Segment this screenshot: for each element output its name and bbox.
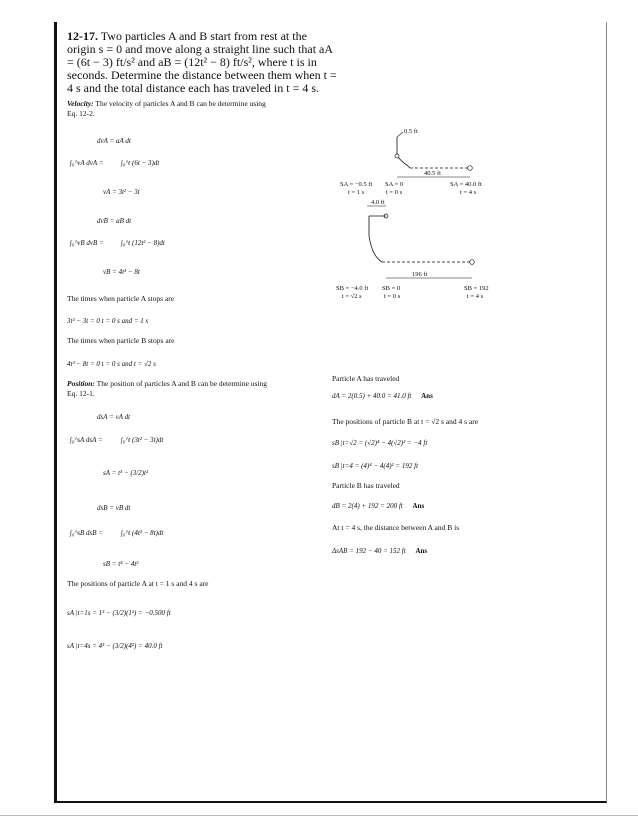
velocity-intro-text: The velocity of particles A and B can be determine using bbox=[95, 99, 266, 108]
traveledA-text: Particle A has traveled bbox=[332, 374, 400, 383]
dA-eq bbox=[332, 393, 433, 400]
page-border bbox=[54, 22, 607, 803]
ans-label-dist: Ans bbox=[415, 547, 428, 555]
dB-eq bbox=[332, 503, 424, 510]
position-intro-text: The position of particles A and B can be determine using bbox=[96, 379, 268, 388]
diagram-a-turn-point bbox=[395, 154, 399, 158]
posB-t1: sB |t=√2 = (√2)⁴ − 4(√2)² = −4 ft bbox=[332, 439, 428, 447]
eq-sB: sB = t⁴ − 4t² bbox=[103, 560, 139, 568]
dist-text: At t = 4 s, the distance between A and B is bbox=[332, 523, 460, 532]
eq-dsB: dsB = vB dt bbox=[97, 504, 131, 512]
problem-text: Two particles A and B start from rest at the origin s = 0 and move along a straight line such that aA = (6t − 3) ft/s² and aB = (12t² − 8) ft/s², where t is in seconds. Determine the distance between them when t = 4 s and the total distance each has traveled in t = 4 s. bbox=[67, 29, 337, 95]
diagram-a-path-curve bbox=[397, 150, 410, 168]
diagram-a-end-point bbox=[468, 166, 473, 171]
eq-intB-rhs: ∫₀^t (12t² − 8)dt bbox=[121, 239, 165, 247]
eq-vA: vA = 3t² − 3t bbox=[103, 188, 140, 196]
eq-sA: sA = t³ − (3/2)t² bbox=[103, 469, 149, 477]
diagram-particle-b bbox=[334, 196, 504, 302]
eq-vB: vB = 4t³ − 8t bbox=[103, 268, 140, 276]
stopB-eq: 4t³ − 8t = 0 t = 0 s and t = √2 s bbox=[67, 360, 156, 368]
velocity-heading: Velocity: bbox=[67, 99, 94, 108]
scan-edge-line bbox=[0, 815, 638, 816]
problem-number: 12-17. bbox=[67, 29, 98, 43]
diagram-b-path-curve bbox=[369, 216, 382, 262]
stopB-text: The times when particle B stops are bbox=[67, 336, 175, 345]
diagram-b-mid-label: 196 ft bbox=[412, 271, 428, 278]
stopA-text: The times when particle A stops are bbox=[67, 294, 175, 303]
posA-text: The positions of particle A at t = 1 s and 4 s are bbox=[67, 579, 209, 588]
posB-text: The positions of particle B at t = √2 s and 4 s are bbox=[332, 417, 479, 426]
dist-value: ΔsAB = 192 − 40 = 152 ft bbox=[332, 547, 406, 555]
diagram-a-mid-label: 40.5 ft bbox=[424, 170, 441, 177]
diagram-b-time-2: t = 0 s bbox=[384, 293, 401, 300]
eq-intsA-rhs: ∫₀^t (3t² − 3t)dt bbox=[121, 436, 164, 444]
dist-eq bbox=[332, 548, 427, 555]
eq-intsB-rhs: ∫₀^t (4t³ − 8t)dt bbox=[121, 529, 164, 537]
ans-label-b: Ans bbox=[412, 502, 425, 510]
posB-t4: sB |t=4 = (4)⁴ − 4(4)² = 192 ft bbox=[332, 462, 419, 470]
eq-intsB-lhs: ∫₀^sB dsB = bbox=[70, 529, 104, 537]
dA-value: dA = 2(0.5) + 40.0 = 41.0 ft bbox=[332, 392, 412, 400]
traveledB-text: Particle B has traveled bbox=[332, 481, 400, 490]
diagram-a-time-3: t = 4 s bbox=[460, 189, 477, 196]
posA-t1: sA |t=1s = 1³ − (3/2)(1²) = −0.500 ft bbox=[67, 609, 171, 617]
eq-intB-lhs: ∫₀^vB dvB = bbox=[70, 239, 104, 247]
diagram-b-label-2: SB = 0 bbox=[382, 285, 401, 292]
eq-intA-rhs: ∫₀^t (6t − 3)dt bbox=[121, 159, 160, 167]
diagram-a-label-1: SA = −0.5 ft bbox=[340, 181, 373, 188]
diagram-a-label-2: SA = 0 bbox=[385, 181, 404, 188]
diagram-b-label-1: SB = −4.0 ft bbox=[336, 285, 369, 292]
diagram-b-end-point bbox=[470, 260, 475, 265]
eq-intsA-lhs: ∫₀^sA dsA = bbox=[70, 436, 103, 444]
velocity-intro bbox=[67, 100, 266, 108]
diagram-a-time-1: t = 1 s bbox=[348, 189, 365, 196]
velocity-ref: Eq. 12-2. bbox=[67, 109, 95, 118]
diagram-a-leader bbox=[397, 132, 403, 137]
eq-dvB: dvB = aB dt bbox=[97, 217, 132, 225]
eq-intA-lhs: ∫₀^vA dvA = bbox=[70, 159, 104, 167]
diagram-b-top-label: 4.0 ft bbox=[371, 199, 385, 206]
posA-t4: sA |t=4s = 4³ − (3/2)(4²) = 40.0 ft bbox=[67, 642, 163, 650]
position-heading: Position: bbox=[67, 379, 95, 388]
stopA-eq: 3t² − 3t = 0 t = 0 s and = 1 s bbox=[67, 317, 149, 325]
problem-statement bbox=[67, 30, 337, 95]
diagram-a-time-2: t = 0 s bbox=[386, 189, 403, 196]
diagram-a-label-3: SA = 40.0 ft bbox=[450, 181, 482, 188]
eq-dsA: dsA = vA dt bbox=[97, 413, 131, 421]
diagram-b-time-1: t = √2 s bbox=[342, 293, 362, 300]
position-ref: Eq. 12-1. bbox=[67, 389, 95, 398]
ans-label-a: Ans bbox=[421, 392, 433, 400]
eq-dvA: dvA = aA dt bbox=[97, 137, 131, 145]
dB-value: dB = 2(4) + 192 = 200 ft bbox=[332, 502, 403, 510]
diagram-b-label-3: SB = 192 bbox=[464, 285, 489, 292]
diagram-b-time-3: t = 4 s bbox=[467, 293, 484, 300]
position-intro bbox=[67, 380, 267, 388]
diagram-particle-a bbox=[340, 122, 500, 194]
diagram-a-top-label: 0.5 ft bbox=[404, 128, 418, 135]
